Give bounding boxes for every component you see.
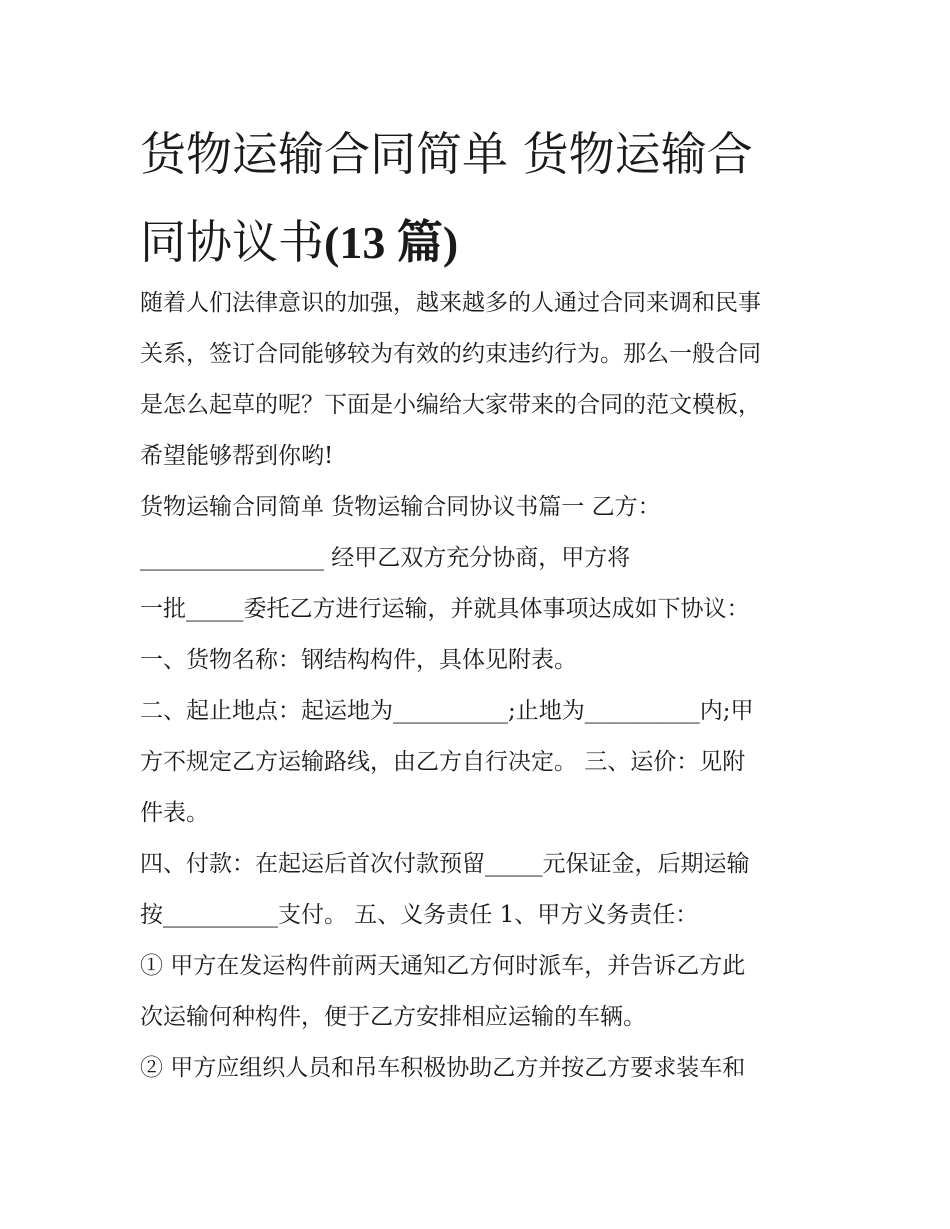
body-line: ① 甲方在发运构件前两天通知乙方何时派车，并告诉乙方此	[140, 953, 746, 979]
body-line: 一批_____委托乙方进行运输，并就具体事项达成如下协议：	[140, 596, 750, 622]
body-line: 是怎么起草的呢？下面是小编给大家带来的合同的范文模板，	[140, 392, 761, 418]
body-line: 四、付款：在起运后首次付款预留_____元保证金，后期运输	[140, 851, 750, 877]
body-line: 关系，签订合同能够较为有效的约束违约行为。那么一般合同	[140, 341, 761, 367]
body-line: 随着人们法律意识的加强，越来越多的人通过合同来调和民事	[140, 290, 761, 316]
body-line: 希望能够帮到你哟!	[140, 443, 334, 469]
title-line-2-prefix: 同协议书	[140, 215, 324, 269]
body-line: 按__________支付。 五、义务责任 1、甲方义务责任：	[140, 902, 699, 928]
body-line: ________________ 经甲乙双方充分协商，甲方将	[140, 545, 631, 571]
body-line: 二、起止地点：起运地为__________;止地为__________内;甲	[140, 698, 754, 724]
body-line: 货物运输合同简单 货物运输合同协议书篇一 乙方：	[140, 494, 661, 520]
body-line: ② 甲方应组织人员和吊车积极协助乙方并按乙方要求装车和	[140, 1055, 746, 1081]
document-title	[140, 110, 830, 287]
body-line: 方不规定乙方运输路线，由乙方自行决定。 三、运价：见附	[140, 749, 746, 775]
title-line-1: 货物运输合同简单 货物运输合	[140, 127, 753, 181]
title-line-2-suffix: (13 篇)	[324, 217, 459, 268]
document-body	[140, 278, 830, 1094]
body-line: 次运输何种构件，便于乙方安排相应运输的车辆。	[140, 1004, 646, 1030]
body-line: 件表。	[140, 800, 209, 826]
body-line: 一、货物名称：钢结构构件，具体见附表。	[140, 647, 577, 673]
